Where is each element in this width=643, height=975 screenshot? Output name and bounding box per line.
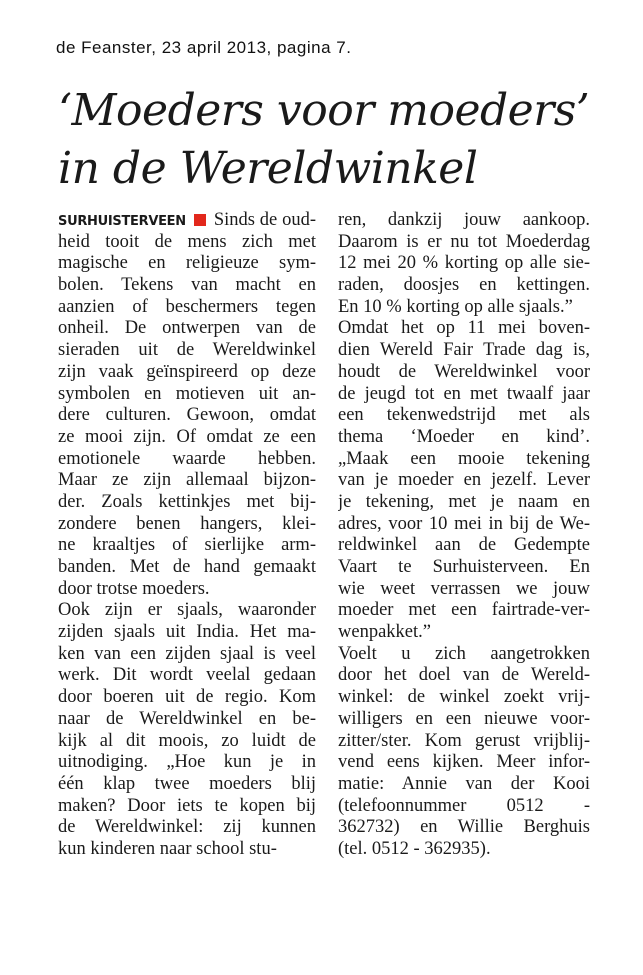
text-line: maken? Door iets te kopen bij (58, 795, 316, 816)
text-line: zijden sjaals uit India. Het ma- (58, 622, 316, 643)
text-line: ren, dankzij jouw aankoop. (338, 210, 590, 230)
text-line: door trotse moeders. (58, 578, 210, 599)
text-line: door boeren uit de regio. Kom (58, 687, 316, 708)
text-line: dere culturen. Gewoon, omdat (58, 405, 316, 426)
text-line: je tekening, met je naam en (338, 491, 590, 512)
text-line: zitter/ster. Kom gerust vrijblij- (338, 730, 590, 751)
text-line: ze mooi zijn. Of omdat ze een (58, 426, 316, 447)
text-line: moeder met een fairtrade-ver- (338, 600, 590, 621)
text-line: van je moeder en jezelf. Lever (338, 470, 590, 491)
text-line: dien Wereld Fair Trade dag is, (338, 340, 590, 361)
text-line: (tel. 0512 - 362935). (338, 838, 491, 859)
text-line: ne kraaltjes of sierlijke arm- (58, 535, 316, 556)
text-line: reldwinkel aan de Gedempte (338, 535, 590, 556)
text-line: de Wereldwinkel: zij kunnen (58, 817, 316, 838)
red-square-marker (194, 214, 206, 226)
text-line: één klap twee moeders blij (58, 773, 316, 794)
text-line: raden, doosjes en kettingen. (338, 275, 590, 296)
text-line: magische en religieuze sym- (58, 253, 316, 274)
text-line: zondere benen hangers, klei- (58, 513, 316, 534)
text-line: aanzien of beschermers tegen (58, 296, 316, 317)
text-line: Vaart te Surhuisterveen. En (338, 557, 590, 577)
headline-line-2: in de Wereldwinkel (58, 143, 478, 194)
text-line: heid tooit de mens zich met (58, 231, 316, 252)
article-column-left (58, 210, 316, 861)
text-line: adres, voor 10 mei in bij de We- (338, 513, 590, 534)
text-line: Voelt u zich aangetrokken (338, 643, 590, 664)
text-line: willigers en een nieuwe voor- (338, 708, 590, 729)
dateline: SURHUISTERVEEN (58, 214, 186, 229)
text-line: matie: Annie van der Kooi (338, 773, 590, 794)
text-line: Omdat het op 11 mei boven- (338, 318, 590, 339)
text-line: der. Zoals kettinkjes met bij- (58, 491, 316, 512)
text-line: naar de Wereldwinkel en be- (58, 708, 316, 729)
text-line: banden. Met de hand gemaakt (58, 557, 316, 577)
text-line: bolen. Tekens van macht en (58, 275, 316, 296)
text-line: wenpakket.” (338, 622, 431, 643)
text-line: symbolen en motieven uit an- (58, 383, 316, 404)
text-line: „Maak een mooie tekening (338, 448, 590, 469)
text-line: ken van een zijden sjaal is veel (58, 643, 316, 664)
text-line: zijn vaak geïnspireerd op deze (58, 361, 316, 382)
text-line: emotionele waarde hebben. (58, 448, 316, 469)
text-line: vend eens kijken. Meer infor- (338, 752, 590, 773)
text-line: winkel: de winkel zoekt vrij- (338, 687, 590, 708)
text-line: Maar ze zijn allemaal bijzon- (58, 470, 316, 491)
text-line: kijk al dit moois, zo luidt de (58, 730, 316, 751)
text-line: wie weet verrassen we jouw (338, 578, 590, 599)
text-line: (telefoonnummer 0512 - (338, 795, 590, 816)
text-line: door het doel van de Wereld- (338, 665, 590, 686)
text-line: En 10 % korting op alle sjaals.” (338, 296, 573, 317)
text-line: houdt de Wereldwinkel voor (338, 361, 590, 382)
headline (58, 82, 618, 198)
text-line: onheil. De ontwerpen van de (58, 318, 316, 339)
text-line: uitnodiging. „Hoe kun je in (58, 752, 316, 773)
text-line: 362732) en Willie Berghuis (338, 817, 590, 838)
first-line (58, 210, 316, 232)
text-line: Daarom is er nu tot Moederdag (338, 231, 590, 252)
text-line: thema ‘Moeder en kind’. (338, 426, 590, 447)
text-line: kun kinderen naar school stu- (58, 838, 277, 859)
text-line: Ook zijn er sjaals, waaronder (58, 600, 316, 621)
text-line: Sinds de oud- (213, 210, 316, 230)
text-line: een tekenwedstrijd met als (338, 405, 590, 426)
text-line: werk. Dit wordt veelal gedaan (58, 665, 316, 686)
source-citation: de Feanster, 23 april 2013, pagina 7. (56, 38, 352, 57)
article-column-right (338, 210, 590, 861)
text-line: sieraden uit de Wereldwinkel (58, 340, 316, 361)
headline-line-1: ‘Moeders voor moeders’ (58, 85, 590, 136)
text-line: 12 mei 20 % korting op alle sie- (338, 253, 590, 274)
text-line: de jeugd tot en met twaalf jaar (338, 383, 590, 404)
